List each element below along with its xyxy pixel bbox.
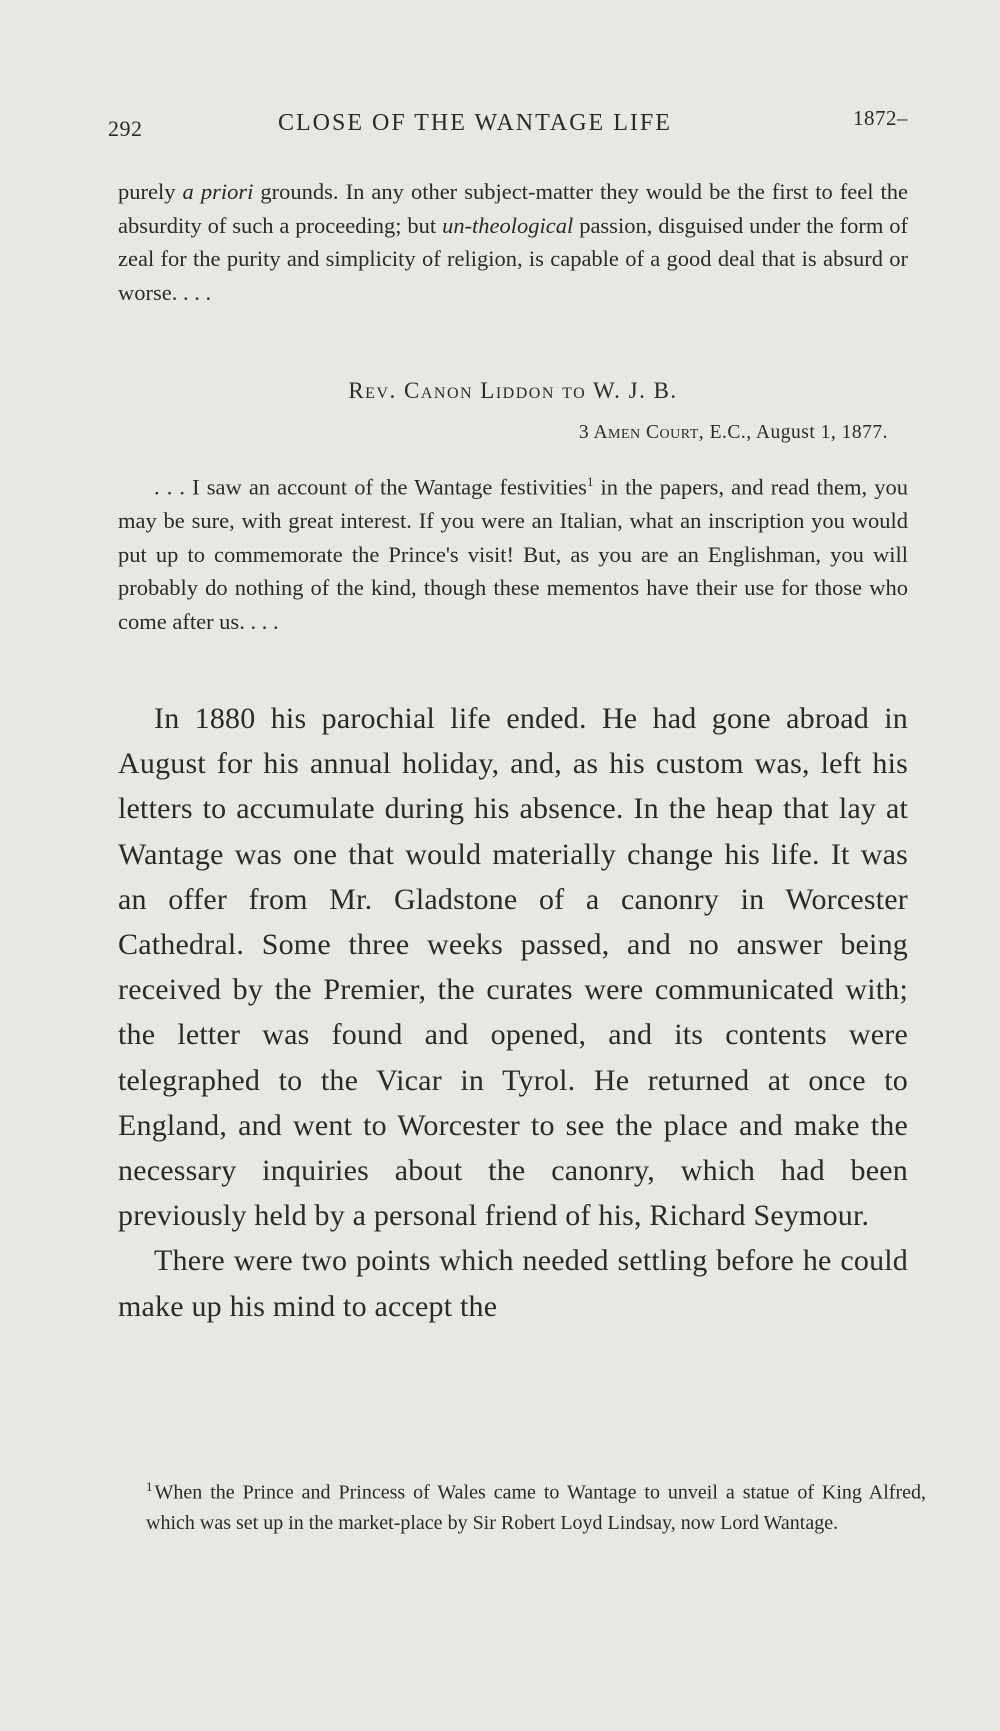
opening-paragraph: [118, 175, 908, 309]
text-run: . . . I saw an account of the Wantage festivities: [154, 474, 587, 500]
opening-paragraph-text: [118, 175, 908, 309]
footnote-reference: 1: [586, 474, 594, 489]
dateline-address: 3 Amen Court,: [578, 422, 705, 443]
letter-body-text: [118, 465, 908, 638]
header-year: 1872–: [853, 106, 908, 130]
footnote-text: When the Prince and Princess of Wales came to Wantage to unveil a statue of King Alfred, which was set up in the market-place by Sir Robert Loyd Lindsay, now Lord Wantage.: [146, 1481, 926, 1534]
italic-run: a priori: [182, 179, 254, 204]
page-number: 292: [108, 116, 143, 141]
main-paragraph: There were two points which needed settling before he could make up his mind to accept the: [118, 1244, 908, 1323]
main-paragraph: In 1880 his parochial life ended. He had gone abroad in August for his annual holiday, and, as his custom was, left his letters to accumulate during his absence. In the heap that lay at Wantage was one that would materially change his life. It was an offer from Mr. Gladstone of a canonry in Worcester Cathedral. Some three weeks passed, and no answer being received by the Premier, the curates were communicated with; the letter was found and opened, and its contents were telegraphed to the Vicar in Tyrol. He returned at once to England, and went to Worcester to see the place and make the necessary inquiries about the canonry, which had been previously held by a personal friend of his, Richard Seymour.: [118, 702, 908, 1233]
dateline-rest: E.C., August 1, 1877.: [704, 422, 888, 443]
italic-run: un-theological: [442, 212, 574, 238]
main-text: [118, 696, 908, 1329]
letter-body: [118, 465, 908, 638]
text-run: in the papers, and read them, you may be sure, with great interest. If you were an Italian, what an inscription you would put up to commemorate the Prince's visit! But, as you are an Englishman, you will probably do nothing of the kind, though these mementos have their use for those who come after us. . . .: [118, 474, 909, 634]
page-header: [108, 106, 908, 146]
text-run: passion, disguised under the form of zeal for the purity and simplicity of religion, is capable of a good deal that is absurd or worse. . . .: [118, 212, 909, 305]
footnote-mark: 1: [146, 1479, 153, 1494]
footnote: [146, 1472, 926, 1538]
text-run: purely: [118, 179, 183, 204]
letter-heading: Rev. Canon Liddon to W. J. B.: [348, 378, 678, 403]
text-run: grounds. In any other subject-matter they would be the first to feel the absurdity of such a proceeding; but: [118, 179, 909, 238]
running-title: CLOSE OF THE WANTAGE LIFE: [278, 110, 672, 136]
letter-dateline: [118, 422, 888, 444]
